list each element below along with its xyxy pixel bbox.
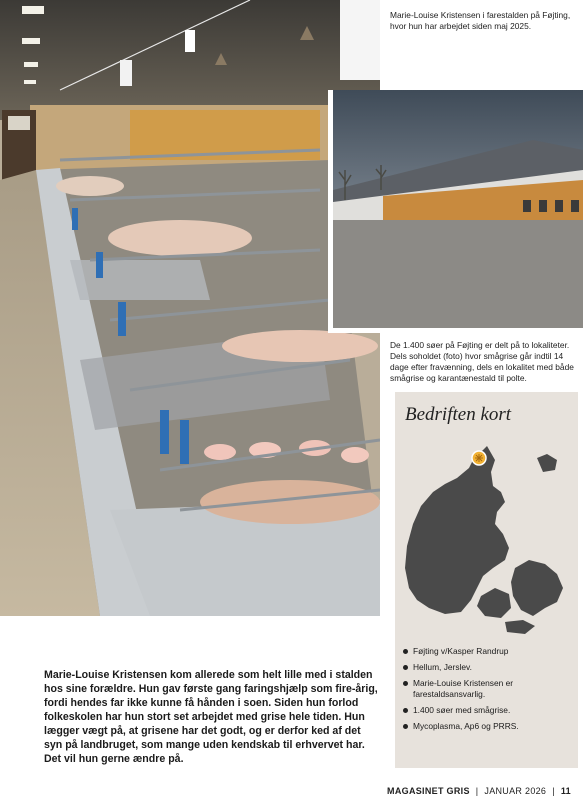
fact-box-title: Bedriften kort (405, 404, 512, 425)
body-paragraph: Marie-Louise Kristensen kom allerede som helt lille med i stalden hos sine forældre. Hun gav første gang faringshjælp som fire-årig, fordi hendes far ikke kunne få hånden i soen. Siden hun forlod folkeskolen har hun stort set arbejdet med grise hele tiden. Hun lægger vægt på, at grisene har det godt, og er derfor ked af det syn på landbruget, som mange uden kendskab til erhvervet har. Det vil hun gerne ændre på. (44, 669, 378, 765)
fact-list (403, 646, 573, 737)
page-footer (387, 786, 571, 796)
fact-item: Marie-Louise Kristensen er farestaldsansvarlig. (403, 678, 573, 700)
bornholm-shape (537, 454, 557, 472)
farm-building-photo (328, 90, 583, 333)
zealand-shape (511, 560, 563, 616)
jutland-shape (405, 446, 509, 614)
lolland-shape (505, 620, 535, 634)
photo-caption-top: Marie-Louise Kristensen i farestalden på Føjting, hvor hun har arbejdet siden maj 2025. (390, 10, 571, 31)
fact-item: Hellum, Jerslev. (403, 662, 573, 673)
funen-shape (477, 588, 511, 618)
magazine-name: MAGASINET GRIS (387, 786, 470, 796)
farm-location-marker (472, 451, 486, 465)
footer-separator: | (475, 786, 479, 796)
fact-item: 1.400 søer med smågrise. (403, 705, 573, 716)
footer-separator: | (552, 786, 555, 796)
denmark-map (395, 428, 578, 640)
issue-date: JANUAR 2026 (484, 786, 547, 796)
page-number: 11 (560, 786, 571, 796)
fact-box (395, 392, 578, 768)
fact-item: Mycoplasma, Ap6 og PRRS. (403, 721, 573, 732)
fact-item: Føjting v/Kasper Randrup (403, 646, 573, 657)
photo-caption-middle: De 1.400 søer på Føjting er delt på to lokaliteter. Dels soholdet (foto) hvor smågrise går indtil 14 dage efter fravænning, dels en lokalitet med både smågrise og karantænestald til polte. (390, 340, 574, 383)
